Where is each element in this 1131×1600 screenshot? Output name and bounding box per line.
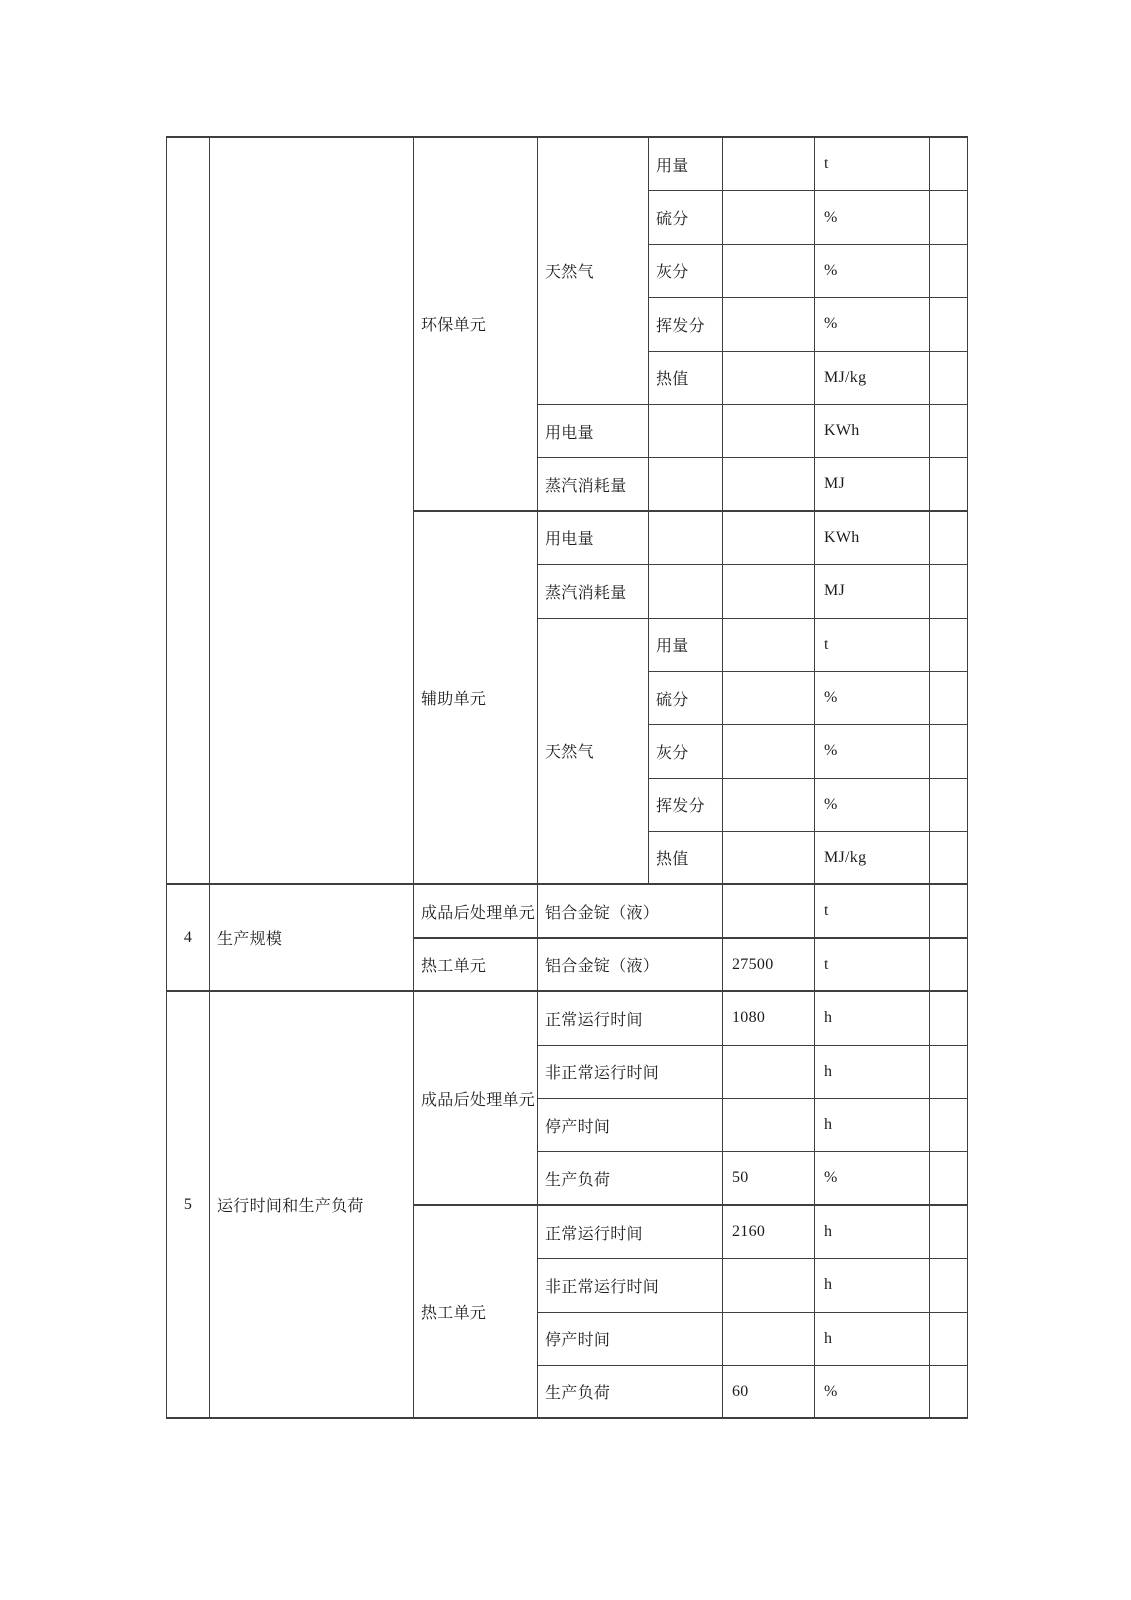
- cell-text: 灰分: [656, 744, 689, 762]
- cell-text: 正常运行时间: [545, 1011, 643, 1029]
- unit-cell: [414, 138, 538, 512]
- cell-text: 生产负荷: [545, 1385, 611, 1403]
- cell-text: 热工单元: [421, 1305, 487, 1323]
- cell-text: 用量: [656, 638, 689, 656]
- cell-text: 27500: [732, 955, 774, 973]
- cell-text: h: [824, 1223, 833, 1240]
- value-cell: [723, 725, 815, 778]
- cell-text: t: [824, 902, 829, 920]
- item-cell: [538, 138, 649, 405]
- cell-text: 停产时间: [545, 1332, 611, 1350]
- cell-text: %: [824, 315, 838, 333]
- subitem-cell: [649, 512, 723, 565]
- subitem-cell: [649, 619, 723, 672]
- item-cell: [538, 1313, 723, 1366]
- unit-cell: [414, 512, 538, 886]
- cell-text: 用量: [656, 157, 689, 175]
- cell-text: MJ: [824, 475, 846, 493]
- cell-text: 蒸汽消耗量: [545, 477, 627, 495]
- subitem-cell: [649, 672, 723, 725]
- unit-label-cell: [815, 1313, 930, 1366]
- cell-text: 生产负荷: [545, 1171, 611, 1189]
- subitem-cell: [649, 138, 723, 191]
- row-number-cell: [167, 885, 210, 992]
- trailing-empty-cell: [930, 779, 968, 832]
- trailing-empty-cell: [930, 1046, 968, 1099]
- cell-text: t: [824, 155, 829, 173]
- unit-label-cell: [815, 779, 930, 832]
- unit-label-cell: [815, 1152, 930, 1205]
- unit-label-cell: [815, 1366, 930, 1419]
- subitem-cell: [649, 352, 723, 405]
- trailing-empty-cell: [930, 939, 968, 992]
- cell-text: 热值: [656, 851, 689, 869]
- cell-text: 硫分: [656, 211, 689, 229]
- item-cell: [538, 992, 723, 1045]
- cell-text: MJ/kg: [824, 368, 867, 386]
- subitem-cell: [649, 245, 723, 298]
- cell-text: t: [824, 635, 829, 653]
- cell-text: h: [824, 1009, 833, 1027]
- cell-text: 灰分: [656, 264, 689, 282]
- cell-text: 热工单元: [421, 958, 487, 976]
- item-cell: [538, 565, 649, 618]
- value-cell: [723, 992, 815, 1045]
- value-cell: [723, 512, 815, 565]
- unit-label-cell: [815, 939, 930, 992]
- cell-text: 非正常运行时间: [545, 1278, 660, 1296]
- unit-label-cell: [815, 512, 930, 565]
- item-cell: [538, 1099, 723, 1152]
- trailing-empty-cell: [930, 672, 968, 725]
- trailing-empty-cell: [930, 885, 968, 938]
- trailing-empty-cell: [930, 832, 968, 885]
- cell-text: %: [824, 742, 838, 760]
- cell-text: 4: [183, 928, 193, 946]
- trailing-empty-cell: [930, 298, 968, 351]
- trailing-empty-cell: [930, 619, 968, 672]
- item-cell: [538, 1206, 723, 1259]
- item-cell: [538, 458, 649, 511]
- item-cell: [538, 1046, 723, 1099]
- unit-label-cell: [815, 1259, 930, 1312]
- trailing-empty-cell: [930, 1099, 968, 1152]
- value-cell: [723, 352, 815, 405]
- unit-cell: [414, 992, 538, 1206]
- cell-text: 非正常运行时间: [545, 1065, 660, 1083]
- value-cell: [723, 939, 815, 992]
- unit-label-cell: [815, 458, 930, 511]
- unit-label-cell: [815, 1099, 930, 1152]
- unit-label-cell: [815, 619, 930, 672]
- cell-text: MJ/kg: [824, 848, 867, 866]
- cell-text: 运行时间和生产负荷: [217, 1198, 364, 1216]
- trailing-empty-cell: [930, 245, 968, 298]
- unit-cell: [414, 1206, 538, 1420]
- value-cell: [723, 779, 815, 832]
- cell-text: 成品后处理单元: [421, 904, 536, 922]
- cell-text: h: [824, 1276, 833, 1294]
- subitem-cell: [649, 725, 723, 778]
- unit-cell: [414, 885, 538, 938]
- subitem-cell: [649, 832, 723, 885]
- cell-text: 挥发分: [656, 317, 705, 335]
- cell-text: h: [824, 1116, 833, 1134]
- cell-text: 1080: [732, 1009, 766, 1027]
- cell-text: 辅助单元: [421, 691, 487, 709]
- unit-label-cell: [815, 672, 930, 725]
- cell-text: 热值: [656, 371, 689, 389]
- value-cell: [723, 191, 815, 244]
- trailing-empty-cell: [930, 1259, 968, 1312]
- cell-text: 停产时间: [545, 1118, 611, 1136]
- value-cell: [723, 405, 815, 458]
- cell-text: 生产规模: [217, 931, 283, 949]
- trailing-empty-cell: [930, 992, 968, 1045]
- value-cell: [723, 138, 815, 191]
- item-cell: [538, 939, 723, 992]
- item-cell: [538, 512, 649, 565]
- trailing-empty-cell: [930, 191, 968, 244]
- cell-text: 天然气: [545, 744, 594, 762]
- unit-label-cell: [815, 1046, 930, 1099]
- cell-text: 正常运行时间: [545, 1225, 643, 1243]
- cell-text: 成品后处理单元: [421, 1091, 536, 1109]
- cell-text: 5: [183, 1195, 193, 1213]
- value-cell: [723, 245, 815, 298]
- item-cell: [538, 885, 723, 938]
- trailing-empty-cell: [930, 138, 968, 191]
- value-cell: [723, 298, 815, 351]
- value-cell: [723, 1046, 815, 1099]
- unit-label-cell: [815, 245, 930, 298]
- item-cell: [538, 1152, 723, 1205]
- cell-text: 蒸汽消耗量: [545, 584, 627, 602]
- subitem-cell: [649, 458, 723, 511]
- cell-text: %: [824, 795, 838, 813]
- cell-text: KWh: [824, 422, 860, 440]
- cell-text: t: [824, 955, 829, 973]
- unit-label-cell: [815, 138, 930, 191]
- value-cell: [723, 672, 815, 725]
- value-cell: [723, 1206, 815, 1259]
- trailing-empty-cell: [930, 352, 968, 405]
- value-cell: [723, 1259, 815, 1312]
- cell-text: 挥发分: [656, 798, 705, 816]
- cell-text: h: [824, 1329, 833, 1347]
- cell-text: %: [824, 208, 838, 226]
- unit-label-cell: [815, 725, 930, 778]
- category-cell: [210, 992, 414, 1419]
- value-cell: [723, 619, 815, 672]
- value-cell: [723, 1313, 815, 1366]
- cell-text: %: [824, 1169, 838, 1187]
- unit-label-cell: [815, 1206, 930, 1259]
- cell-text: %: [824, 1382, 838, 1400]
- row-number-cell: [167, 138, 210, 885]
- subitem-cell: [649, 405, 723, 458]
- category-cell: [210, 138, 414, 885]
- unit-cell: [414, 939, 538, 992]
- value-cell: [723, 1099, 815, 1152]
- subitem-cell: [649, 565, 723, 618]
- subitem-cell: [649, 779, 723, 832]
- category-cell: [210, 885, 414, 992]
- trailing-empty-cell: [930, 1366, 968, 1419]
- cell-text: 2160: [732, 1223, 766, 1240]
- unit-label-cell: [815, 832, 930, 885]
- cell-text: 铝合金锭（液）: [545, 958, 660, 976]
- trailing-empty-cell: [930, 565, 968, 618]
- trailing-empty-cell: [930, 725, 968, 778]
- cell-text: 60: [732, 1382, 749, 1400]
- item-cell: [538, 1366, 723, 1419]
- trailing-empty-cell: [930, 405, 968, 458]
- spec-table: [166, 136, 968, 1419]
- unit-label-cell: [815, 565, 930, 618]
- row-number-cell: [167, 992, 210, 1419]
- unit-label-cell: [815, 352, 930, 405]
- cell-text: %: [824, 689, 838, 707]
- cell-text: 用电量: [545, 531, 594, 549]
- cell-text: %: [824, 261, 838, 279]
- cell-text: h: [824, 1062, 833, 1080]
- cell-text: MJ: [824, 582, 846, 600]
- cell-text: KWh: [824, 528, 860, 546]
- value-cell: [723, 832, 815, 885]
- cell-text: 硫分: [656, 691, 689, 709]
- item-cell: [538, 405, 649, 458]
- subitem-cell: [649, 191, 723, 244]
- trailing-empty-cell: [930, 1313, 968, 1366]
- cell-text: 用电量: [545, 424, 594, 442]
- cell-text: 环保单元: [421, 317, 487, 335]
- value-cell: [723, 1152, 815, 1205]
- trailing-empty-cell: [930, 512, 968, 565]
- item-cell: [538, 619, 649, 886]
- unit-label-cell: [815, 405, 930, 458]
- unit-label-cell: [815, 191, 930, 244]
- cell-text: 天然气: [545, 264, 594, 282]
- cell-text: 50: [732, 1169, 749, 1187]
- subitem-cell: [649, 298, 723, 351]
- cell-text: 铝合金锭（液）: [545, 904, 660, 922]
- unit-label-cell: [815, 885, 930, 938]
- value-cell: [723, 1366, 815, 1419]
- trailing-empty-cell: [930, 458, 968, 511]
- unit-label-cell: [815, 298, 930, 351]
- trailing-empty-cell: [930, 1152, 968, 1205]
- unit-label-cell: [815, 992, 930, 1045]
- item-cell: [538, 1259, 723, 1312]
- trailing-empty-cell: [930, 1206, 968, 1259]
- value-cell: [723, 885, 815, 938]
- value-cell: [723, 565, 815, 618]
- value-cell: [723, 458, 815, 511]
